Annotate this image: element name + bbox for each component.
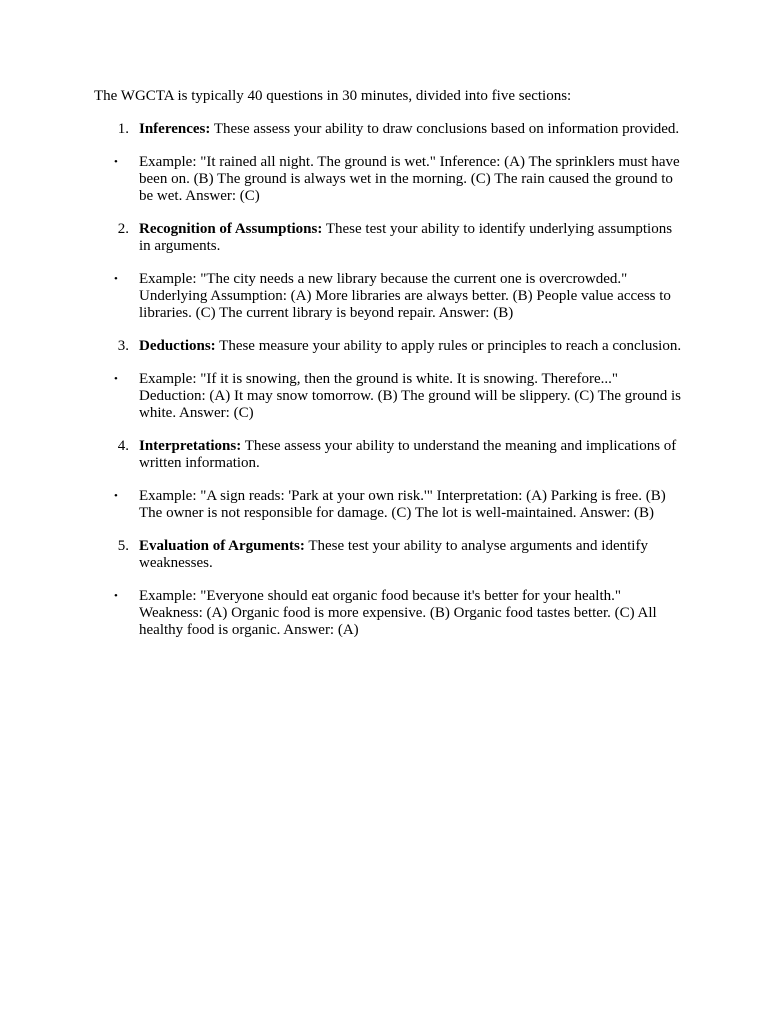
bullet-icon: • [114,273,118,285]
section-term: Interpretations: [139,438,242,454]
section-item-inferences [94,121,684,138]
example-text: Example: "Everyone should eat organic food because it's better for your health." Weakness: (A) Organic food is more expensive. (B) Organic food tastes better. (C) All healthy food is organic. Answer: (A) [139,588,657,638]
section-term: Evaluation of Arguments: [139,538,305,554]
section-term: Recognition of Assumptions: [139,221,323,237]
section-term: Inferences: [139,121,211,137]
section-description: These assess your ability to draw conclusions based on information provided. [210,121,680,137]
list-number: 2. [117,221,129,237]
example-item-assumptions [94,271,684,322]
document-page [94,88,684,655]
section-description: These test your ability to analyse arguments and identify weaknesses. [139,538,648,571]
section-term: Deductions: [139,338,216,354]
list-number: 3. [117,338,129,354]
section-item-assumptions [94,221,684,255]
bullet-icon: • [114,156,118,168]
example-item-interpretations [94,488,684,522]
example-item-deductions [94,371,684,422]
section-description: These assess your ability to understand the meaning and implications of written information. [139,438,677,471]
example-item-inferences [94,154,684,205]
section-item-deductions [94,338,684,355]
bullet-icon: • [114,490,118,502]
example-item-evaluation [94,588,684,639]
list-number: 1. [117,121,129,137]
section-item-evaluation [94,538,684,572]
section-description: These test your ability to identify underlying assumptions in arguments. [139,221,673,254]
bullet-icon: • [114,373,118,385]
example-text: Example: "The city needs a new library because the current one is overcrowded." Underlying Assumption: (A) More libraries are always better. (B) People value access to libraries. (C) The current library is beyond repair. Answer: (B) [139,271,671,321]
example-text: Example: "It rained all night. The ground is wet." Inference: (A) The sprinklers must have been on. (B) The ground is always wet in the morning. (C) The rain caused the ground to be wet. Answer: (C) [139,154,680,204]
example-text: Example: "A sign reads: 'Park at your own risk.'" Interpretation: (A) Parking is free. (B) The owner is not responsible for damage. (C) The lot is well-maintained. Answer: (B) [139,488,666,521]
intro-paragraph: The WGCTA is typically 40 questions in 30 minutes, divided into five sections: [94,88,572,104]
bullet-icon: • [114,590,118,602]
section-description: These measure your ability to apply rules or principles to reach a conclusion. [215,338,682,354]
section-item-interpretations [94,438,684,472]
list-number: 4. [117,438,129,454]
example-text: Example: "If it is snowing, then the ground is white. It is snowing. Therefore..." Deduction: (A) It may snow tomorrow. (B) The ground will be slippery. (C) The ground is white. Answer: (C) [139,371,681,421]
list-number: 5. [117,538,129,554]
